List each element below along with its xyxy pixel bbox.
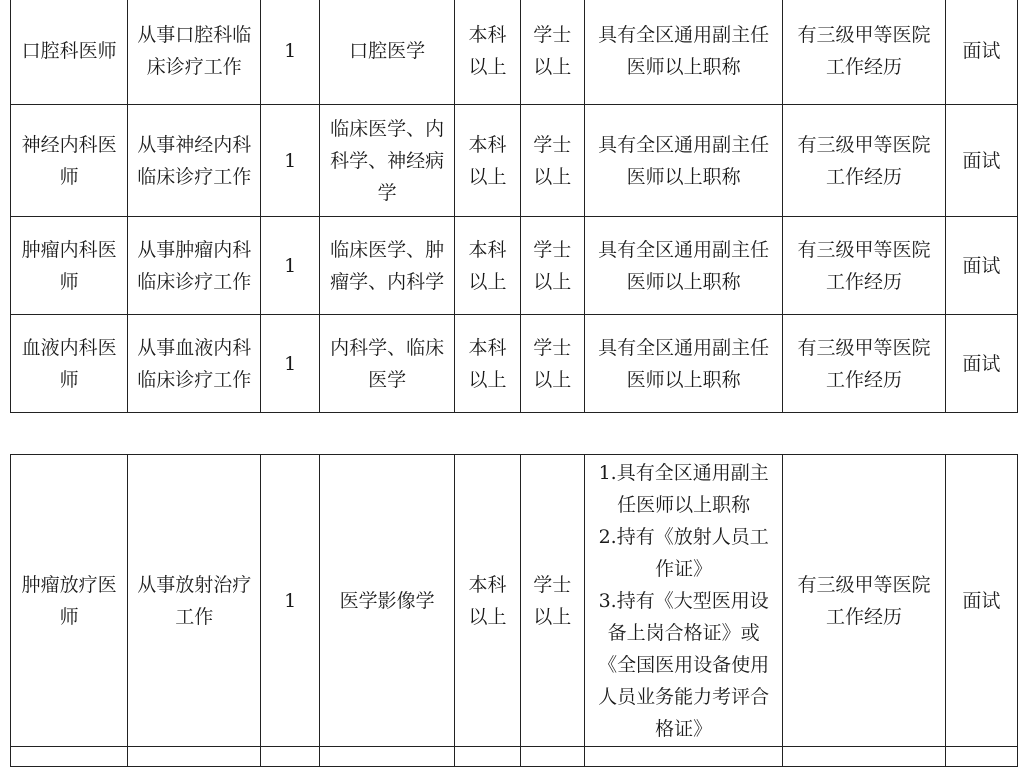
- table-row: [11, 0, 1018, 105]
- title-requirement-cell: 具有全区通用副主任医师以上职称: [584, 0, 782, 105]
- count-cell: 1: [261, 315, 320, 413]
- empty-cell: [455, 747, 520, 767]
- exam-cell: 面试: [945, 0, 1017, 105]
- major-cell: 口腔医学: [319, 0, 454, 105]
- positions-table-bottom: [10, 454, 1018, 767]
- position-cell: 神经内科医师: [11, 105, 128, 217]
- major-cell: 临床医学、内科学、神经病学: [319, 105, 454, 217]
- requirement-item: 3.持有《大型医用设备上岗合格证》或《全国医用设备使用人员业务能力考评合格证》: [598, 589, 770, 740]
- position-cell: 血液内科医师: [11, 315, 128, 413]
- requirement-item: 2.持有《放射人员工作证》: [598, 525, 769, 580]
- duty-cell: 从事口腔科临床诊疗工作: [128, 0, 261, 105]
- empty-cell: [128, 747, 261, 767]
- education-cell: 本科以上: [455, 217, 520, 315]
- experience-cell: 有三级甲等医院工作经历: [783, 455, 945, 747]
- duty-cell: 从事肿瘤内科临床诊疗工作: [128, 217, 261, 315]
- exam-cell: 面试: [945, 217, 1017, 315]
- education-cell: 本科以上: [455, 455, 520, 747]
- exam-cell: 面试: [945, 455, 1017, 747]
- requirements-cell: [584, 455, 782, 747]
- major-cell: 临床医学、肿瘤学、内科学: [319, 217, 454, 315]
- experience-cell: 有三级甲等医院工作经历: [783, 217, 945, 315]
- count-cell: 1: [261, 105, 320, 217]
- education-cell: 本科以上: [455, 315, 520, 413]
- exam-cell: 面试: [945, 105, 1017, 217]
- degree-cell: 学士以上: [520, 105, 584, 217]
- education-cell: 本科以上: [455, 105, 520, 217]
- position-cell: 口腔科医师: [11, 0, 128, 105]
- exam-cell: 面试: [945, 315, 1017, 413]
- empty-cell: [520, 747, 584, 767]
- position-cell: 肿瘤内科医师: [11, 217, 128, 315]
- count-cell: 1: [261, 217, 320, 315]
- count-cell: 1: [261, 0, 320, 105]
- experience-cell: 有三级甲等医院工作经历: [783, 105, 945, 217]
- major-cell: 医学影像学: [319, 455, 454, 747]
- empty-cell: [584, 747, 782, 767]
- title-requirement-cell: 具有全区通用副主任医师以上职称: [584, 315, 782, 413]
- empty-cell: [945, 747, 1017, 767]
- title-requirement-cell: 具有全区通用副主任医师以上职称: [584, 105, 782, 217]
- education-cell: 本科以上: [455, 0, 520, 105]
- table-row: [11, 105, 1018, 217]
- title-requirement-cell: 具有全区通用副主任医师以上职称: [584, 217, 782, 315]
- duty-cell: 从事放射治疗工作: [128, 455, 261, 747]
- table-row: [11, 315, 1018, 413]
- empty-cell: [11, 747, 128, 767]
- degree-cell: 学士以上: [520, 315, 584, 413]
- empty-cell: [261, 747, 320, 767]
- major-cell: 内科学、临床医学: [319, 315, 454, 413]
- count-cell: 1: [261, 455, 320, 747]
- degree-cell: 学士以上: [520, 0, 584, 105]
- table-row: [11, 217, 1018, 315]
- duty-cell: 从事血液内科临床诊疗工作: [128, 315, 261, 413]
- experience-cell: 有三级甲等医院工作经历: [783, 315, 945, 413]
- degree-cell: 学士以上: [520, 455, 584, 747]
- degree-cell: 学士以上: [520, 217, 584, 315]
- table-row: [11, 747, 1018, 767]
- positions-table-top: [10, 0, 1018, 413]
- requirement-item: 1.具有全区通用副主任医师以上职称: [598, 461, 769, 516]
- position-cell: 肿瘤放疗医师: [11, 455, 128, 747]
- empty-cell: [783, 747, 945, 767]
- table-row: [11, 455, 1018, 747]
- experience-cell: 有三级甲等医院工作经历: [783, 0, 945, 105]
- duty-cell: 从事神经内科临床诊疗工作: [128, 105, 261, 217]
- empty-cell: [319, 747, 454, 767]
